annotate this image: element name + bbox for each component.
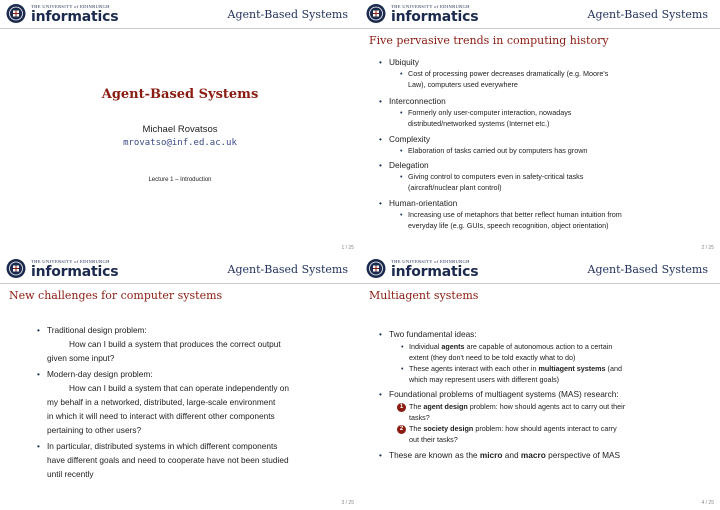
list-item: • Complexity xyxy=(379,134,431,144)
list-item: • These agents interact with each other in multiagent systems (and xyxy=(401,364,622,373)
list-item-continuation: distributed/networked systems (Internet etc.) xyxy=(408,118,550,128)
university-name: THE UNIVERSITY of EDINBURGH xyxy=(391,259,470,264)
list-item-continuation: until recently xyxy=(47,469,94,479)
list-item: • In particular, distributed systems in which different components xyxy=(37,441,278,451)
numbered-item: 1 The agent design problem: how should agents act to carry out their xyxy=(409,402,625,413)
university-crest-icon xyxy=(366,258,386,279)
brand-logo-text: informatics xyxy=(391,9,479,25)
university-crest-icon xyxy=(6,258,26,279)
university-name: THE UNIVERSITY of EDINBURGH xyxy=(391,4,470,9)
slide-header xyxy=(0,255,360,284)
slide-header xyxy=(360,255,720,284)
page-number: 3 / 25 xyxy=(341,500,354,506)
design-question: How can I build a system that can operate independently on xyxy=(69,383,290,393)
university-crest-icon xyxy=(6,3,26,24)
slide-1 xyxy=(0,0,360,255)
number-badge: 2 xyxy=(397,425,406,434)
numbered-item-continuation: tasks? xyxy=(409,412,430,422)
design-question-continuation: my behalf in a networked, distributed, large-scale environment xyxy=(47,397,276,407)
design-question: How can I build a system that produces the correct output xyxy=(69,339,281,349)
course-title: Agent-Based Systems xyxy=(587,8,708,21)
slide-4 xyxy=(360,255,720,510)
list-item: • Cost of processing power decreases dramatically (e.g. Moore's xyxy=(400,69,609,78)
author-email: mrovatso@inf.ed.ac.uk xyxy=(123,138,237,148)
list-item-continuation: (aircraft/nuclear plant control) xyxy=(408,182,502,192)
university-name: THE UNIVERSITY of EDINBURGH xyxy=(31,4,110,9)
lecture-label: Lecture 1 – Introduction xyxy=(148,177,212,183)
slide-title: Five pervasive trends in computing history xyxy=(369,34,609,47)
list-item-continuation: Law), computers used everywhere xyxy=(408,79,518,89)
list-item: • Traditional design problem: xyxy=(37,325,147,335)
list-item: • Interconnection xyxy=(379,96,446,106)
slide-2 xyxy=(360,0,720,255)
list-item: • Two fundamental ideas: xyxy=(379,329,477,339)
number-badge: 1 xyxy=(397,403,406,412)
list-item-continuation: which may represent users with different goals) xyxy=(409,374,560,384)
numbered-item: 2 The society design problem: how should agents interact to carry xyxy=(409,424,617,435)
list-item: • Delegation xyxy=(379,160,429,170)
brand-logo-text: informatics xyxy=(31,264,119,280)
design-question-continuation: pertaining to other users? xyxy=(47,425,142,435)
list-item-continuation: have different goals and need to cooperate have not been studied xyxy=(47,455,289,465)
list-item: • These are known as the micro and macro perspective of MAS xyxy=(379,450,621,460)
list-item-continuation: everyday life (e.g. GUIs, speech recognition, object orientation) xyxy=(408,220,609,230)
list-item: • Giving control to computers even in safety-critical tasks xyxy=(400,172,584,181)
presentation-title: Agent-Based Systems xyxy=(101,87,259,102)
list-item-continuation: extent (they don't need to be told exactly what to do) xyxy=(409,352,576,362)
course-title: Agent-Based Systems xyxy=(587,263,708,276)
list-item: • Elaboration of tasks carried out by computers has grown xyxy=(400,146,588,155)
list-item: • Increasing use of metaphors that better reflect human intuition from xyxy=(400,210,622,219)
university-name: THE UNIVERSITY of EDINBURGH xyxy=(31,259,110,264)
list-item: • Ubiquity xyxy=(379,57,419,67)
list-item: • Individual agents are capable of autonomous action to a certain xyxy=(401,342,613,351)
design-question-continuation: given some input? xyxy=(47,353,115,363)
brand-logo-text: informatics xyxy=(31,9,119,25)
brand-logo-text: informatics xyxy=(391,264,479,280)
slide-title: Multiagent systems xyxy=(369,289,479,302)
course-title: Agent-Based Systems xyxy=(227,8,348,21)
list-item: • Foundational problems of multiagent systems (MAS) research: xyxy=(379,389,619,399)
university-crest-icon xyxy=(366,3,386,24)
slide-header xyxy=(360,0,720,29)
author-name: Michael Rovatsos xyxy=(142,124,218,135)
list-item: • Modern-day design problem: xyxy=(37,369,153,379)
page-number: 2 / 25 xyxy=(701,245,714,251)
list-item: • Human-orientation xyxy=(379,198,458,208)
numbered-item-continuation: out their tasks? xyxy=(409,434,458,444)
design-question-continuation: in which it will need to interact with different other components xyxy=(47,411,275,421)
course-title: Agent-Based Systems xyxy=(227,263,348,276)
page-number: 4 / 25 xyxy=(701,500,714,506)
list-item: • Formerly only user-computer interaction, nowadays xyxy=(400,108,572,117)
slide-header xyxy=(0,0,360,29)
slide-title: New challenges for computer systems xyxy=(9,289,223,302)
page-number: 1 / 25 xyxy=(341,245,354,251)
slide-3 xyxy=(0,255,360,510)
